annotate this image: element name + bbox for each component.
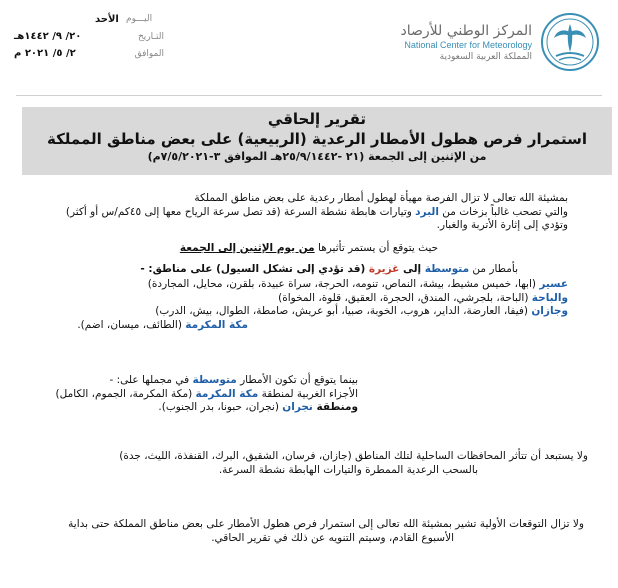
header-divider	[16, 95, 602, 96]
coastal-paragraph	[8, 450, 588, 477]
day-label: اليـــوم	[126, 14, 153, 24]
gregorian-label: الموافق	[134, 48, 164, 59]
rain-text: بأمطار من	[469, 263, 518, 275]
region-jazan-cities: (فيفا، العارضة، الداير، هروب، الخوبة، صبيا، أبو عريش، صامطة، الطوال، بيش، الدرب)	[155, 305, 532, 317]
region-makkah-cities: (الطائف، ميسان، اضم).	[77, 318, 186, 331]
intro-line-3: وتؤدي إلى إثارة الأتربة والغبار.	[436, 219, 568, 231]
intro-text: والتي تصحب غالباً بزخات من	[438, 205, 568, 218]
report-title-box	[22, 107, 612, 175]
org-name-arabic: المركز الوطني للأرصاد	[400, 23, 532, 39]
day-value: الأحد	[95, 14, 119, 25]
coastal-line-1: ولا يستبعد أن تتأثر المحافظات الساحلية لتلك المناطق (جازان، فرسان، الشقيق، البرك، القنفذة، الليث، جدة)	[119, 450, 588, 462]
west-makkah-name: مكة المكرمة	[195, 387, 259, 400]
intro-paragraph	[28, 192, 568, 233]
duration-days: من يوم الإثنين إلى الجمعة	[179, 242, 315, 254]
to-text: إلى	[399, 263, 425, 275]
najran-text: ومنطقة	[312, 401, 358, 413]
moderate-term: متوسطة	[424, 263, 470, 275]
najran-name: نجران	[282, 401, 313, 413]
organization-block	[401, 23, 532, 63]
outlook-paragraph	[8, 518, 584, 545]
outlook-line-1: ولا تزال التوقعات الأولية تشير بمشيئة الله تعالى إلى استمرار فرص هطول الأمطار على بعض مناطق المملكة حتى بداية	[68, 518, 584, 530]
heavy-rain-intro	[18, 263, 518, 277]
coastal-line-2: بالسحب الرعدية الممطرة والتيارات الهابطة نشطة السرعة.	[218, 463, 478, 476]
report-period: من الإثنين إلى الجمعة (٢١ -٢٥/٩/١٤٤٢هـ الموافق ٣-٧/٥/٢٠٢١م)	[147, 150, 487, 163]
intro-line-2	[28, 206, 568, 220]
west-makkah-cities: (مكة المكرمة، الجموم، الكامل)	[55, 387, 196, 400]
hail-term: البرد	[415, 205, 439, 218]
intro-line-1: بمشيئة الله تعالى لا تزال الفرصة مهيأة لهطول أمطار رعدية على بعض مناطق المملكة	[194, 192, 568, 204]
region-asir-name: عسير	[539, 278, 568, 290]
moderate-suffix: في مجملها على: -	[109, 374, 193, 386]
west-text: الأجزاء الغربية لمنطقة	[258, 387, 358, 400]
heavy-rain-paragraph	[18, 263, 518, 277]
region-baha-name: والباحة	[531, 291, 568, 304]
region-baha-cities: (الباحة، بلجرشي، المندق، الحجرة، العقيق، قلوة، المخواة)	[278, 291, 532, 304]
region-asir	[8, 278, 568, 292]
region-asir-cities: (ابها، خميس مشيط، بيشة، النماص، تنومه، الحرجة، سراة عبيدة، بلقرن، محايل، المجاردة)	[147, 278, 540, 290]
najran-cities: (نجران، حبونا، بدر الجنوب).	[158, 401, 283, 413]
ncm-logo-icon	[540, 12, 600, 72]
wind-text: وتيارات هابطة نشطة السرعة (قد تصل سرعة الرياح معها إلى ٤٥كم/س أو أكثر)	[65, 205, 416, 218]
region-west-makkah	[28, 388, 358, 402]
duration-line	[0, 242, 618, 256]
country-name: المملكة العربية السعودية	[439, 52, 532, 62]
gregorian-date: ٢/ ٥/ ٢٠٢١ م	[14, 48, 76, 59]
region-najran	[28, 401, 358, 415]
region-jazan-name: وجازان	[531, 305, 568, 317]
moderate-text: بينما يتوقع أن تكون الأمطار	[236, 374, 358, 386]
region-makkah-name: مكة المكرمة	[185, 318, 248, 331]
heavy-term: غزيرة	[368, 263, 400, 275]
hijri-date: ٢٠/ ٩/ ١٤٤٢هـ	[14, 31, 82, 42]
regions-list	[8, 278, 568, 332]
report-title: استمرار فرص هطول الأمطار الرعدية (الربيعية) على بعض مناطق المملكة	[46, 130, 588, 148]
hijri-label: التـاريخ	[138, 31, 164, 42]
moderate-intro	[28, 374, 358, 388]
duration-text: حيث يتوقع أن يستمر تأثيرها	[314, 242, 439, 254]
region-makkah	[8, 319, 248, 333]
moderate-rain-paragraph	[28, 374, 358, 415]
org-name-english: National Center for Meteorology	[404, 40, 532, 50]
outlook-line-2: الأسبوع القادم، وسيتم التنويه عن ذلك في تقرير الحاقي.	[211, 531, 454, 544]
flood-text: (قد تؤدي إلى تشكل السيول) على مناطق: -	[140, 263, 369, 275]
region-jazan	[8, 305, 568, 319]
report-type: تقرير إلحاقي	[267, 110, 367, 128]
moderate-term-2: متوسطة	[192, 374, 237, 386]
region-baha	[8, 292, 568, 306]
